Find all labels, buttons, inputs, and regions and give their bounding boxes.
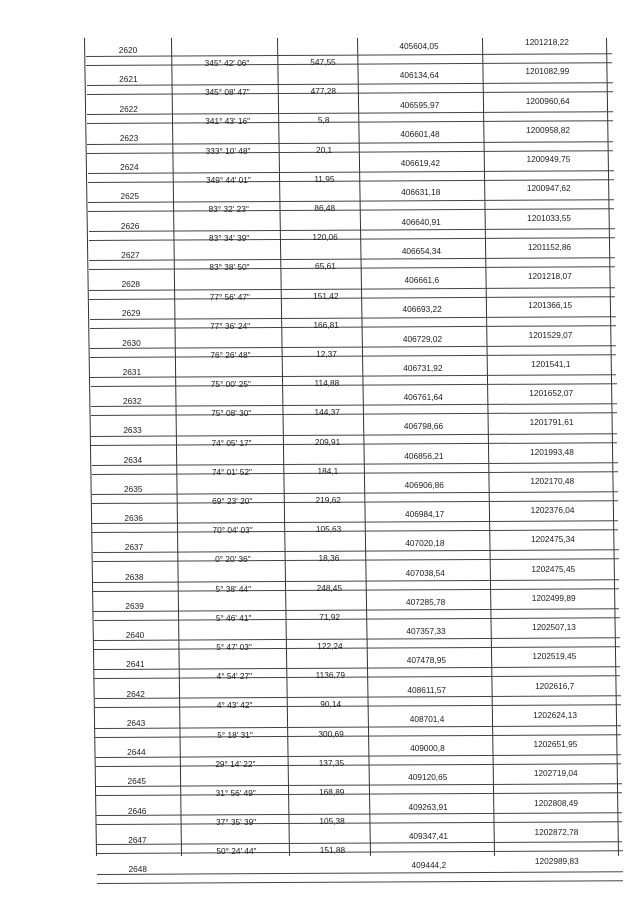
x-coordinate: 406601,48 (400, 128, 440, 139)
point-number: 2625 (120, 191, 139, 202)
column-line (84, 38, 97, 856)
direction-angle: 74° 01' 52" (211, 466, 252, 477)
direction-angle: 5° 38' 44" (215, 583, 252, 594)
column-line (606, 38, 619, 856)
y-coordinate: 1202170,48 (530, 475, 575, 486)
segment-length: 184,1 (317, 465, 339, 476)
segment-length: 20,1 (315, 144, 333, 155)
row-line (97, 880, 623, 884)
direction-angle: 37° 35' 39" (216, 817, 257, 828)
x-coordinate: 406729,02 (402, 333, 443, 344)
point-number: 2635 (124, 483, 143, 494)
segment-length: 219,62 (315, 495, 341, 505)
direction-angle: 29° 14' 22" (215, 758, 256, 769)
point-number: 2628 (121, 279, 141, 289)
x-coordinate: 407020,18 (405, 538, 445, 549)
y-coordinate: 1200949,75 (526, 154, 571, 164)
x-coordinate: 406761,64 (403, 392, 443, 402)
point-number: 2620 (118, 45, 138, 55)
direction-angle: 345° 08' 47" (204, 87, 250, 98)
x-coordinate: 407285,78 (406, 596, 446, 607)
y-coordinate: 1202719,04 (533, 768, 578, 779)
x-coordinate: 408701,4 (409, 713, 445, 724)
y-coordinate: 1202475,45 (531, 563, 576, 574)
x-coordinate: 407357,33 (406, 626, 446, 636)
direction-angle: 5° 47' 03" (216, 642, 252, 652)
y-coordinate: 1202624,13 (533, 709, 577, 720)
x-coordinate: 406640,91 (401, 216, 441, 227)
y-coordinate: 1201993,48 (529, 446, 574, 457)
column-line (171, 38, 182, 856)
x-coordinate: 407038,54 (405, 567, 445, 578)
point-number: 2632 (122, 396, 142, 406)
x-coordinate: 409347,41 (408, 830, 449, 841)
point-number: 2627 (121, 249, 140, 260)
segment-length: 122,24 (317, 641, 343, 651)
direction-angle: 70° 04' 03" (212, 525, 253, 536)
point-number: 2648 (128, 864, 148, 874)
y-coordinate: 1201529,07 (528, 329, 573, 340)
x-coordinate: 407478,95 (406, 655, 446, 666)
point-number: 2623 (119, 132, 139, 143)
point-number: 2631 (122, 366, 142, 377)
segment-length: 166,81 (313, 319, 339, 330)
segment-length: 114,88 (314, 378, 340, 389)
point-number: 2626 (120, 220, 140, 231)
direction-angle: 75° 00' 25" (210, 379, 251, 390)
point-number: 2636 (124, 513, 143, 523)
y-coordinate: 1202376,04 (530, 505, 575, 515)
y-coordinate: 1200947,62 (526, 183, 571, 194)
x-coordinate: 406984,17 (404, 509, 445, 519)
point-number: 2622 (119, 103, 138, 114)
direction-angle: 83° 32' 23" (208, 204, 249, 214)
segment-length: 5,8 (317, 115, 330, 126)
y-coordinate: 1202475,34 (531, 534, 575, 545)
direction-angle: 50° 24' 44" (216, 846, 257, 857)
x-coordinate: 406906,86 (404, 479, 444, 490)
point-number: 2640 (125, 630, 145, 640)
point-number: 2639 (125, 600, 144, 611)
segment-length: 105,38 (319, 816, 345, 827)
y-coordinate: 1202872,78 (534, 826, 579, 837)
y-coordinate: 1201791,61 (529, 417, 574, 428)
x-coordinate: 406661,6 (404, 275, 440, 285)
segment-length: 137,35 (318, 757, 345, 768)
segment-length: 90,14 (320, 699, 342, 710)
point-number: 2642 (126, 688, 145, 699)
point-number: 2637 (124, 542, 144, 553)
x-coordinate: 406595,97 (400, 99, 440, 110)
x-coordinate: 408611,57 (407, 684, 446, 695)
segment-length: 86,48 (314, 203, 336, 213)
direction-angle: 74° 05' 17" (211, 437, 252, 448)
y-coordinate: 1202499,89 (531, 592, 576, 603)
point-number: 2633 (123, 425, 142, 436)
y-coordinate: 1202989,83 (534, 856, 579, 866)
x-coordinate: 409120,65 (408, 772, 448, 783)
segment-length: 209,91 (314, 436, 341, 447)
direction-angle: 31° 56' 49" (215, 788, 256, 798)
direction-angle: 4° 43' 42" (216, 700, 253, 711)
y-coordinate: 1202808,49 (534, 797, 579, 808)
y-coordinate: 1201033,55 (527, 212, 572, 223)
direction-angle: 69° 23' 20" (212, 496, 253, 506)
segment-length: 105,63 (315, 524, 342, 535)
direction-angle: 349° 44' 01" (206, 174, 251, 185)
direction-angle: 333° 10' 48" (205, 145, 251, 156)
segment-length: 477,28 (310, 86, 337, 97)
y-coordinate: 1202507,13 (532, 622, 576, 632)
y-coordinate: 1202651,95 (533, 739, 578, 749)
point-number: 2643 (126, 717, 146, 728)
point-number: 2621 (119, 74, 138, 85)
y-coordinate: 1201218,22 (525, 37, 569, 47)
segment-length: 151,88 (319, 845, 346, 856)
segment-length: 151,42 (313, 290, 339, 301)
point-number: 2646 (127, 805, 147, 816)
x-coordinate: 406631,18 (401, 187, 441, 198)
point-number: 2638 (125, 571, 144, 582)
x-coordinate: 406856,21 (404, 450, 444, 461)
point-number: 2641 (126, 659, 145, 670)
direction-angle: 83° 38' 50" (209, 262, 250, 273)
y-coordinate: 1201652,07 (529, 388, 574, 398)
point-number: 2634 (123, 454, 143, 465)
x-coordinate: 405604,05 (399, 41, 439, 51)
y-coordinate: 1201366,15 (528, 300, 573, 311)
segment-length: 120,06 (312, 232, 338, 243)
direction-angle: 345° 42' 06" (204, 58, 250, 68)
direction-angle: 77° 56' 47" (209, 291, 250, 302)
point-number: 2630 (122, 337, 141, 348)
x-coordinate: 406134,64 (399, 70, 439, 81)
direction-angle: 83° 34' 39" (209, 233, 250, 244)
point-number: 2629 (121, 308, 141, 319)
direction-angle: 5° 18' 31" (217, 729, 253, 740)
direction-angle: 4° 54' 27" (216, 671, 253, 682)
segment-length: 248,45 (316, 582, 342, 593)
segment-length: 144,37 (314, 407, 340, 418)
direction-angle: 341° 43' 16" (205, 116, 251, 127)
x-coordinate: 409263,91 (408, 801, 448, 812)
segment-length: 12,37 (316, 349, 337, 359)
x-coordinate: 406731,92 (403, 362, 443, 373)
direction-angle: 75° 08' 30" (211, 408, 252, 419)
point-number: 2624 (120, 162, 139, 172)
point-number: 2645 (127, 776, 146, 787)
x-coordinate: 406654,34 (401, 245, 442, 256)
y-coordinate: 1202519,45 (532, 651, 577, 662)
segment-length: 71,92 (319, 611, 341, 622)
x-coordinate: 409000,8 (410, 743, 445, 753)
x-coordinate: 406798,66 (403, 421, 444, 432)
segment-length: 300,69 (318, 728, 344, 739)
point-number: 2644 (127, 747, 146, 757)
segment-length: 1136,79 (315, 670, 346, 681)
point-number: 2647 (128, 834, 147, 845)
x-coordinate: 406693,22 (402, 304, 442, 315)
segment-length: 65,61 (315, 261, 336, 272)
segment-length: 11,95 (314, 173, 335, 184)
y-coordinate: 1202616,7 (535, 680, 575, 691)
direction-angle: 77° 36' 24" (210, 320, 251, 331)
segment-length: 168,89 (319, 787, 345, 797)
segment-length: 18,36 (318, 553, 340, 564)
y-coordinate: 1201218,07 (527, 271, 572, 281)
y-coordinate: 1201082,99 (525, 66, 570, 77)
direction-angle: 0° 20' 36" (215, 554, 251, 565)
segment-length: 547,55 (310, 57, 336, 67)
y-coordinate: 1201152,86 (527, 241, 572, 252)
y-coordinate: 1200960,64 (525, 95, 570, 106)
x-coordinate: 406619,42 (400, 158, 440, 168)
y-coordinate: 1200958,82 (526, 124, 570, 135)
y-coordinate: 1201541,1 (531, 358, 571, 369)
x-coordinate: 409444,2 (411, 860, 447, 870)
direction-angle: 5° 46' 41" (215, 612, 252, 623)
direction-angle: 76° 26' 48" (210, 350, 251, 360)
